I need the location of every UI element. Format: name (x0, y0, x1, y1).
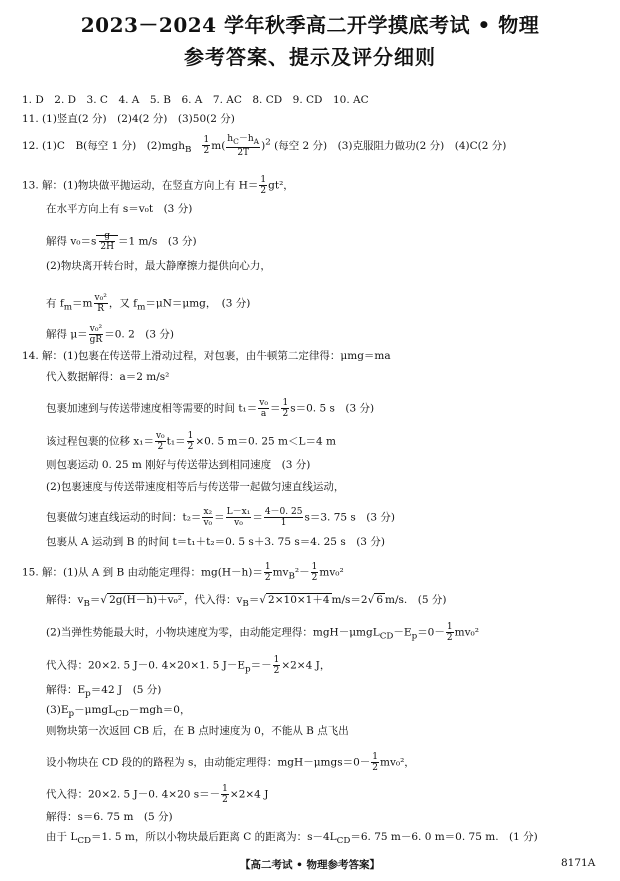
answer-line-14: 14. 解：(1)包裹在传送带上滑动过程，对包裹，由牛顿第二定律得：μmg＝ma (22, 350, 391, 362)
q14-same-speed: 则包裹运动 0. 25 m 刚好与传送带达到相同速度 (3 分) (46, 459, 311, 471)
q15-path (46, 752, 415, 773)
num: x₂ (203, 507, 213, 517)
document-title: 2023－2024 学年秋季高二开学摸底考试 • 物理 (80, 13, 540, 37)
den: 2 (260, 186, 267, 196)
frac-half (259, 175, 267, 196)
num: v₀² (94, 293, 107, 303)
h-c: h (227, 134, 234, 144)
frac-v2-r (94, 293, 108, 314)
num: g (99, 231, 115, 242)
den: 2 (282, 409, 289, 419)
q15-substitute (46, 655, 330, 677)
answer-line-11: 11. (1)竖直(2 分) (2)4(2 分) (3)50(2 分) (22, 113, 235, 125)
sqrt (96, 231, 118, 252)
text: 解得 v₀＝s (46, 235, 97, 248)
text: ×0. 5 m＝0. 25 m＜L＝4 m (195, 435, 336, 448)
den: 2H (100, 242, 114, 252)
num: 1 (187, 431, 194, 441)
sqrt-six: 6 (376, 594, 383, 606)
q14-displacement: 该过程包裹的位移 x₁＝ $\frac{\text{v₀}}{2}$ t₁＝ $\frac{1}{2}$ ×0. 5 m＝0. 25 m＜L＝4 m (46, 431, 336, 452)
q15-part3 (46, 704, 190, 721)
document-code: 8171A (561, 857, 596, 869)
sub-c: C (233, 136, 239, 146)
text: ＝0－ (417, 626, 445, 639)
sub-b: B (83, 599, 90, 610)
text: s＝0. 5 s (3 分) (290, 402, 375, 415)
q15-substitute2 (46, 784, 268, 805)
frac-half (187, 431, 195, 452)
den: 2 (264, 573, 271, 583)
q15-solve-vb: 解得：$v_B=√$ 2g(H－h)＋v₀² ，代入得：$v_B=√$ 2×10×1＋4 m/s＝2√ 6 m/s. (5 分) (46, 594, 447, 610)
text: m/s. (5 分) (385, 594, 447, 606)
mass: m (211, 139, 222, 152)
text: 包裹加速到与传送带速度相等需要的时间 t₁＝ (46, 402, 258, 415)
sub-cd: CD (336, 836, 351, 847)
sub-cd: CD (115, 709, 129, 720)
q15-solve-s: 解得：s＝6. 75 m (5 分) (46, 811, 173, 823)
den: 1 (280, 518, 287, 528)
q14-part2: (2)包裹速度与传送带速度相等后与传送带一起做匀速直线运动， (46, 481, 345, 493)
num: 1 (282, 398, 289, 408)
num: $h_C-h_A$ (227, 134, 260, 146)
document-subtitle: 参考答案、提示及评分细则 (184, 45, 436, 69)
q15-ep (46, 684, 161, 701)
q12-part1: 12. (1)C B(每空 1 分) (2)mgh (22, 139, 186, 152)
num: v₀ (259, 398, 268, 408)
text: －mgh＝0， (128, 704, 191, 716)
text: 解得：E (46, 684, 86, 696)
sub-m: m (137, 302, 146, 313)
answer-line-15: 15. 解：(1)从 A 到 B 由动能定理得：mg(H－h)＝ $\frac{1}{2}$ $mv_B^2-$ $\frac{1}{2}$ mv₀² (22, 562, 344, 583)
text: 代入得：20×2. 5 J－0. 4×20×1. 5 J－E (46, 659, 245, 672)
sub-b: B (185, 145, 192, 155)
q14-time2: 包裹做匀速直线运动的时间：t₂＝ $\frac{\text{x₂}}{\text{v₀}}$ ＝ $\frac{\text{L－x₁}}{\text{v₀}}$ ＝ $\frac{4-0. 25}{1}$ s＝3. 75 s (3 分) (46, 507, 395, 528)
text: ＝μN＝μmg， (3 分) (145, 297, 251, 310)
den: R (97, 304, 105, 314)
answer-line-12: 12. (1)C B(每空 1 分) (2)mgh$_B$ $\frac{1}{2}$ m( $\frac{h_C-h_A}{2T}$ )$^2$ (每空 2 分) (3)克服阻力做功(2 分) (4)C(2 分) (22, 134, 507, 158)
num: 1 (446, 622, 453, 632)
text: ＝－ (250, 659, 272, 672)
frac-v2-gr (89, 324, 104, 345)
frac-half (273, 655, 281, 676)
gt-squared: gt² (268, 179, 284, 192)
den: 2 (311, 573, 318, 583)
text: 解得：v (46, 594, 84, 606)
frac-g-2h (99, 231, 115, 252)
text: ＝1. 5 m，所以小物块最后距离 C 的距离为：s－4L (91, 831, 337, 843)
text: ＝6. 75 m－6. 0 m＝0. 75 m. (1 分) (350, 831, 538, 843)
q14-accel: 代入数据解得：a＝2 m/s² (46, 371, 170, 383)
den: 2T (237, 147, 250, 158)
text: －μmgL (74, 704, 116, 716)
frac-x2-v0 (202, 507, 213, 528)
text: ＝ (248, 594, 260, 606)
text: 设小物块在 CD 段的的路程为 s，由动能定理得：mgH－μmgs＝0－ (46, 756, 371, 769)
num: 1 (260, 175, 267, 185)
text: ，代入得：v (183, 594, 243, 606)
frac-half (281, 398, 289, 419)
q14-total-time: 包裹从 A 运动到 B 的时间 t＝t₁＋t₂＝0. 5 s＋3. 75 s＝4. 25 s (3 分) (46, 536, 385, 548)
text: ＝1 m/s (3 分) (117, 235, 197, 248)
frac-half (446, 622, 454, 643)
sub-a: A (253, 136, 260, 146)
sqrt-expr: 2×10×1＋4 (268, 594, 330, 606)
q12-part2: (每空 2 分) (3)克服阻力做功(2 分) (4)C(2 分) (274, 139, 507, 152)
mv0-squared: mv₀² (454, 626, 479, 639)
sub-p: p (68, 709, 75, 720)
text: 该过程包裹的位移 x₁＝ (46, 435, 154, 448)
num: v₀² (89, 324, 103, 334)
text: ＝ (89, 594, 101, 606)
num: 1 (273, 655, 280, 665)
den: 2 (222, 795, 228, 805)
sub-p: p (411, 631, 418, 642)
frac-half (264, 562, 272, 583)
frac-v0-a (258, 398, 269, 419)
text: ＝42 J (5 分) (90, 684, 162, 696)
den: 2 (157, 442, 164, 452)
den: a (260, 409, 267, 419)
text: ＝0. 2 (3 分) (104, 328, 174, 341)
h-a: h (247, 134, 254, 144)
text: mv (272, 566, 289, 579)
q15-final (46, 831, 538, 848)
text: 15. 解：(1)从 A 到 B 由动能定理得：mg(H－h)＝ (22, 566, 263, 579)
num: L－x₁ (226, 507, 251, 517)
sub-p: p (244, 664, 251, 675)
q13-friction: 有 $f_m=m$ $\frac{\text{v₀²}}{R}$ ，又 $f_m=\mu N=\mu mg$， (3 分) (46, 293, 251, 314)
frac-half (202, 135, 210, 156)
text: 解得 μ＝ (46, 328, 88, 341)
num: 1 (372, 752, 378, 762)
text: (2)当弹性势能最大时，小物块速度为零，由动能定理得：mgH－μmgL (46, 626, 380, 639)
text: 有 f (46, 297, 64, 310)
frac-half (371, 752, 379, 773)
q13-text: 13. 解：(1)物块做平抛运动，在竖直方向上有 H＝ (22, 179, 259, 192)
frac-half (221, 784, 229, 805)
frac-velocity (226, 134, 260, 158)
sub-cd: CD (77, 836, 92, 847)
text: －E (393, 626, 412, 639)
num: 4－0. 25 (264, 507, 303, 517)
sqrt-expr: 2g(H－h)＋v₀² (109, 594, 182, 606)
num: 1 (311, 562, 318, 572)
q13-solve-mu (46, 324, 174, 345)
answer-line-choice: 1. D 2. D 3. C 4. A 5. B 6. A 7. AC 8. CD 9. CD 10. AC (22, 94, 369, 106)
text: ×2×4 J， (281, 659, 331, 672)
num: 1 (203, 135, 210, 146)
mv0-squared: mv₀² (319, 566, 344, 579)
text: 包裹做匀速直线运动的时间：t₂＝ (46, 511, 202, 524)
num: 1 (264, 562, 271, 572)
q15-return: 则物块第一次返回 CB 后，在 B 点时速度为 0，不能从 B 点飞出 (46, 725, 349, 737)
den: v₀ (234, 518, 243, 528)
footer-label: 【高二考试 • 物理参考答案】 (239, 859, 381, 871)
q13-horizontal: 在水平方向上有 s＝v₀t (3 分) (46, 203, 193, 215)
text: ×2×4 J (229, 788, 269, 801)
frac-half (311, 562, 319, 583)
text: ，又 f (108, 297, 138, 310)
q13-part2: (2)物块离开转台时，最大静摩擦力提供向心力， (46, 260, 271, 272)
den: 2 (203, 146, 210, 157)
sub-cd: CD (379, 631, 394, 642)
q13-solve-v0 (46, 231, 197, 252)
text: m/s＝2 (331, 594, 368, 606)
den: 2 (372, 763, 378, 773)
text: (3)E (46, 704, 69, 716)
sup-two: 2 (265, 137, 271, 148)
sub-b: B (288, 571, 295, 582)
den: v₀ (203, 518, 213, 528)
text: 代入得：20×2. 5 J－0. 4×20 s＝－ (46, 788, 221, 801)
den: 2 (273, 666, 280, 676)
sub-p: p (85, 689, 91, 700)
q15-part2 (46, 622, 479, 644)
num: v₀ (155, 431, 165, 441)
sub-b: B (242, 599, 249, 610)
text: 由于 L (46, 831, 78, 843)
text: s＝3. 75 s (3 分) (304, 511, 395, 524)
text: mv₀²， (380, 756, 415, 769)
frac-numeric (264, 507, 304, 528)
den: 2 (446, 633, 453, 643)
den: gR (89, 335, 103, 345)
frac-l-x1 (226, 507, 252, 528)
den: 2 (187, 442, 194, 452)
num: 1 (222, 784, 228, 794)
sub-m: m (63, 302, 73, 313)
answer-line-13: 13. 解：(1)物块做平抛运动，在竖直方向上有 H＝ $\frac{1}{2}$ gt²， (22, 175, 294, 196)
frac-v0-2 (155, 431, 166, 452)
q14-time1: 包裹加速到与传送带速度相等需要的时间 t₁＝ $\frac{\text{v₀}}{a}$ ＝ $\frac{1}{2}$ s＝0. 5 s (3 分) (46, 398, 375, 419)
